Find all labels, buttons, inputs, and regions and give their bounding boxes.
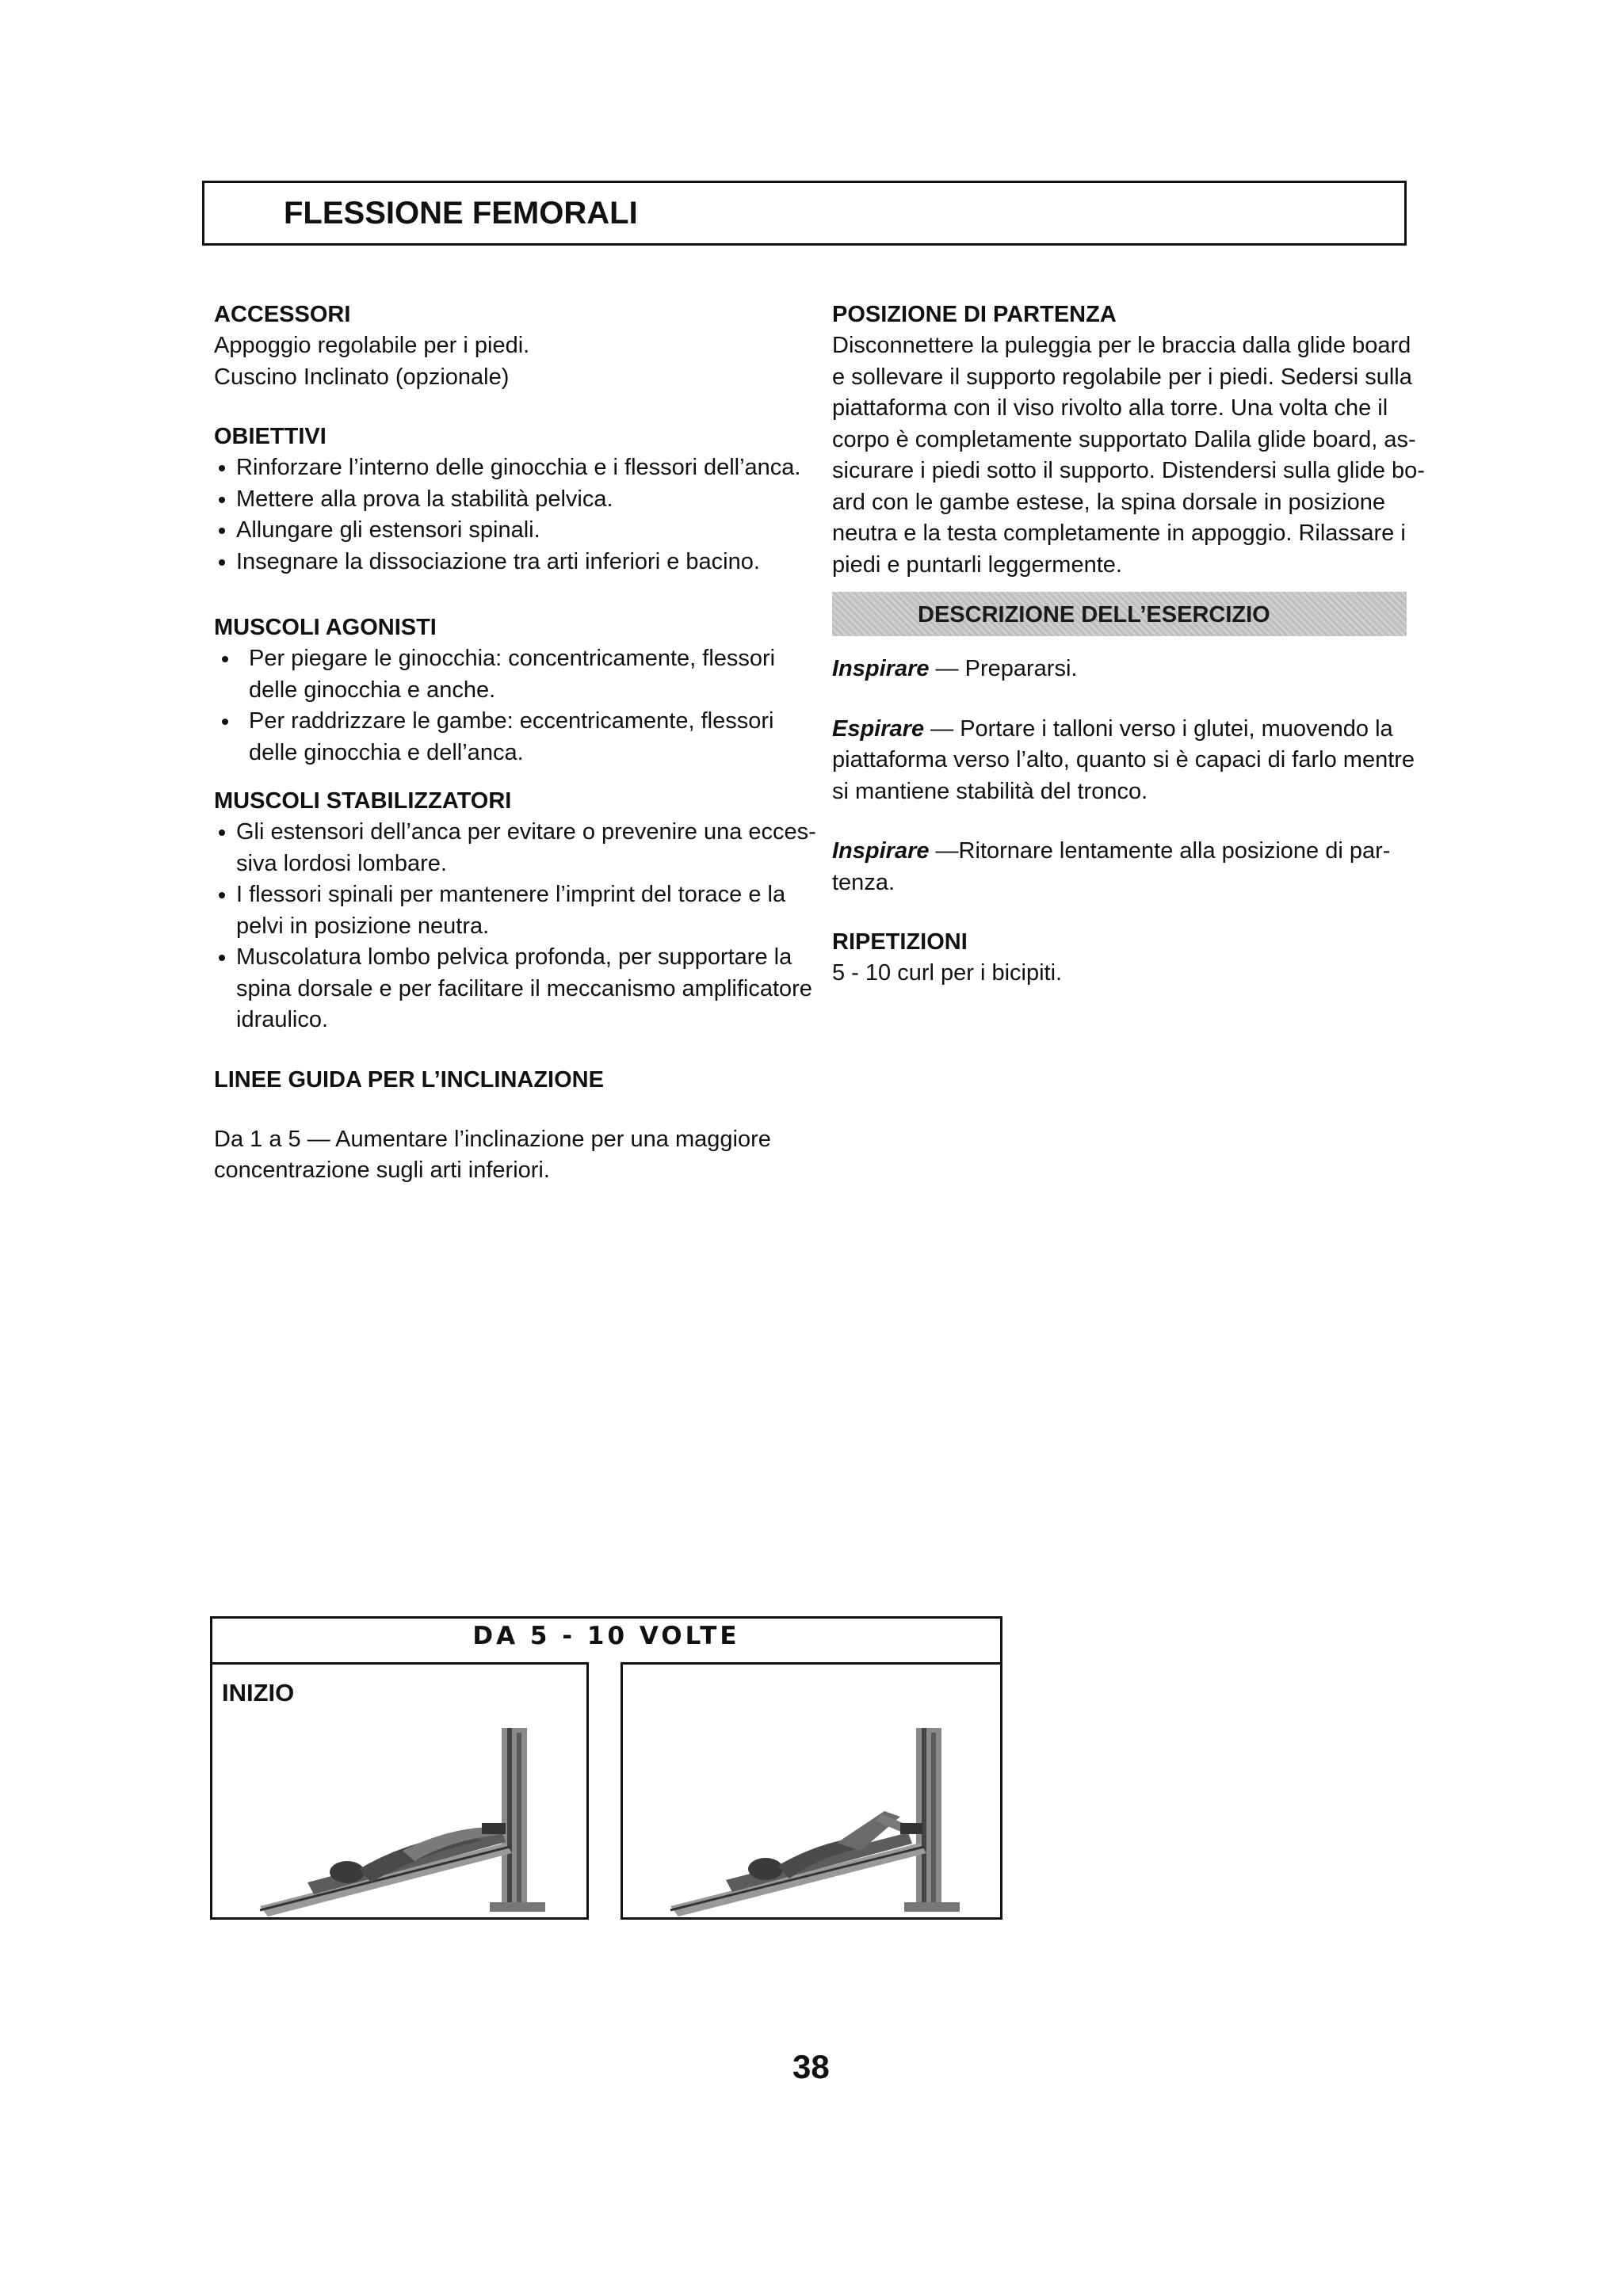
pilates-machine-illustration [212,1665,589,1920]
title-box [202,181,1407,246]
posizione-line: ard con le gambe estese, la spina dorsale in posizione [832,489,1386,515]
step-text: — Prepararsi. [929,656,1078,681]
obiettivi-list [214,452,816,578]
pilates-machine-illustration [623,1665,1002,1920]
repetitions-frame [210,1616,1002,1664]
end-position-photo [621,1662,1002,1920]
start-label: INIZIO [222,1679,295,1707]
step-label: Inspirare [832,656,930,681]
stabilizzatori-item: Muscolatura lombo pelvica profonda, per supportare la [214,942,816,974]
obiettivi-item: Allungare gli estensori spinali. [214,515,816,547]
obiettivi-item: Rinforzare l’interno delle ginocchia e i flessori dell’anca. [214,452,816,484]
stabilizzatori-item-cont: idraulico. [236,1007,329,1032]
step-espirare-cont: piattaforma verso l’alto, quanto si è capaci di farlo mentre [832,747,1415,772]
banner-text: DESCRIZIONE DELL’ESERCIZIO [918,602,1270,627]
agonisti-item: Per piegare le ginocchia: concentricamente, flessori [214,643,816,675]
posizione-line: e sollevare il supporto regolabile per i piedi. Sedersi sulla [832,364,1412,390]
inclinazione-line-1: Da 1 a 5 — Aumentare l’inclinazione per una maggiore [214,1126,771,1152]
stabilizzatori-heading: MUSCOLI STABILIZZATORI [214,788,512,814]
stabilizzatori-item: I flessori spinali per mantenere l’imprint del torace e la [214,879,816,911]
step-inspirare-2 [832,836,1411,868]
step-inspirare-2-cont: tenza. [832,869,895,895]
stabilizzatori-list [214,817,816,849]
agonisti-heading: MUSCOLI AGONISTI [214,615,437,640]
stabilizzatori-item-cont: spina dorsale e per facilitare il meccanismo amplificatore [236,975,812,1001]
right-column [832,299,1425,990]
ripetizioni-text: 5 - 10 curl per i bicipiti. [832,960,1063,986]
ripetizioni-heading: RIPETIZIONI [832,929,968,955]
accessori-line-2: Cuscino Inclinato (opzionale) [214,364,510,390]
step-label: Inspirare [832,838,930,864]
stabilizzatori-item-cont: pelvi in posizione neutra. [236,913,490,939]
exercise-description-banner [832,592,1407,636]
inclinazione-line-2: concentrazione sugli arti inferiori. [214,1158,550,1183]
posizione-line: piattaforma con il viso rivolto alla torre. Una volta che il [832,395,1388,421]
posizione-line: Disconnettere la puleggia per le braccia dalla glide board [832,333,1411,358]
stabilizzatori-list-2 [214,879,816,911]
agonisti-item-cont: delle ginocchia e dell’anca. [249,739,524,765]
agonisti-item: Per raddrizzare le gambe: eccentricamente, flessori [214,706,816,738]
start-position-photo [210,1662,589,1920]
step-label: Espirare [832,715,925,742]
posizione-heading: POSIZIONE DI PARTENZA [832,302,1117,327]
stabilizzatori-item: Gli estensori dell’anca per evitare o prevenire una ecces- [214,817,816,849]
left-column [214,299,816,1187]
accessori-heading: ACCESSORI [214,302,351,327]
step-inspirare-1 [832,654,1411,685]
page-number: 38 [792,2048,830,2085]
step-text: —Ritornare lentamente alla posizione di par- [929,838,1391,864]
agonisti-item-cont: delle ginocchia e anche. [249,677,496,703]
obiettivi-item: Insegnare la dissociazione tra arti inferiori e bacino. [214,547,816,578]
posizione-line: corpo è completamente supportato Dalila glide board, as- [832,426,1416,452]
stabilizzatori-list-3 [214,942,816,974]
step-text: — Portare i talloni verso i glutei, muovendo la [924,715,1393,742]
repetitions-title: DA 5 - 10 VOLTE [472,1622,740,1650]
obiettivi-item: Mettere alla prova la stabilità pelvica. [214,484,816,516]
agonisti-list-2 [214,706,816,738]
page-title: FLESSIONE FEMORALI [284,196,638,231]
accessori-line-1: Appoggio regolabile per i piedi. [214,333,530,358]
posizione-line: piedi e puntarli leggermente. [832,551,1122,578]
posizione-line: neutra e la testa completamente in appoggio. Rilassare i [832,521,1406,546]
agonisti-list [214,643,816,675]
step-espirare-cont: si mantiene stabilità del tronco. [832,778,1148,804]
step-espirare [832,714,1411,746]
stabilizzatori-item-cont: siva lordosi lombare. [236,850,447,876]
posizione-line: sicurare i piedi sotto il supporto. Distendersi sulla glide bo- [832,458,1425,483]
inclinazione-heading: LINEE GUIDA PER L’INCLINAZIONE [214,1066,604,1093]
obiettivi-heading: OBIETTIVI [214,424,327,449]
